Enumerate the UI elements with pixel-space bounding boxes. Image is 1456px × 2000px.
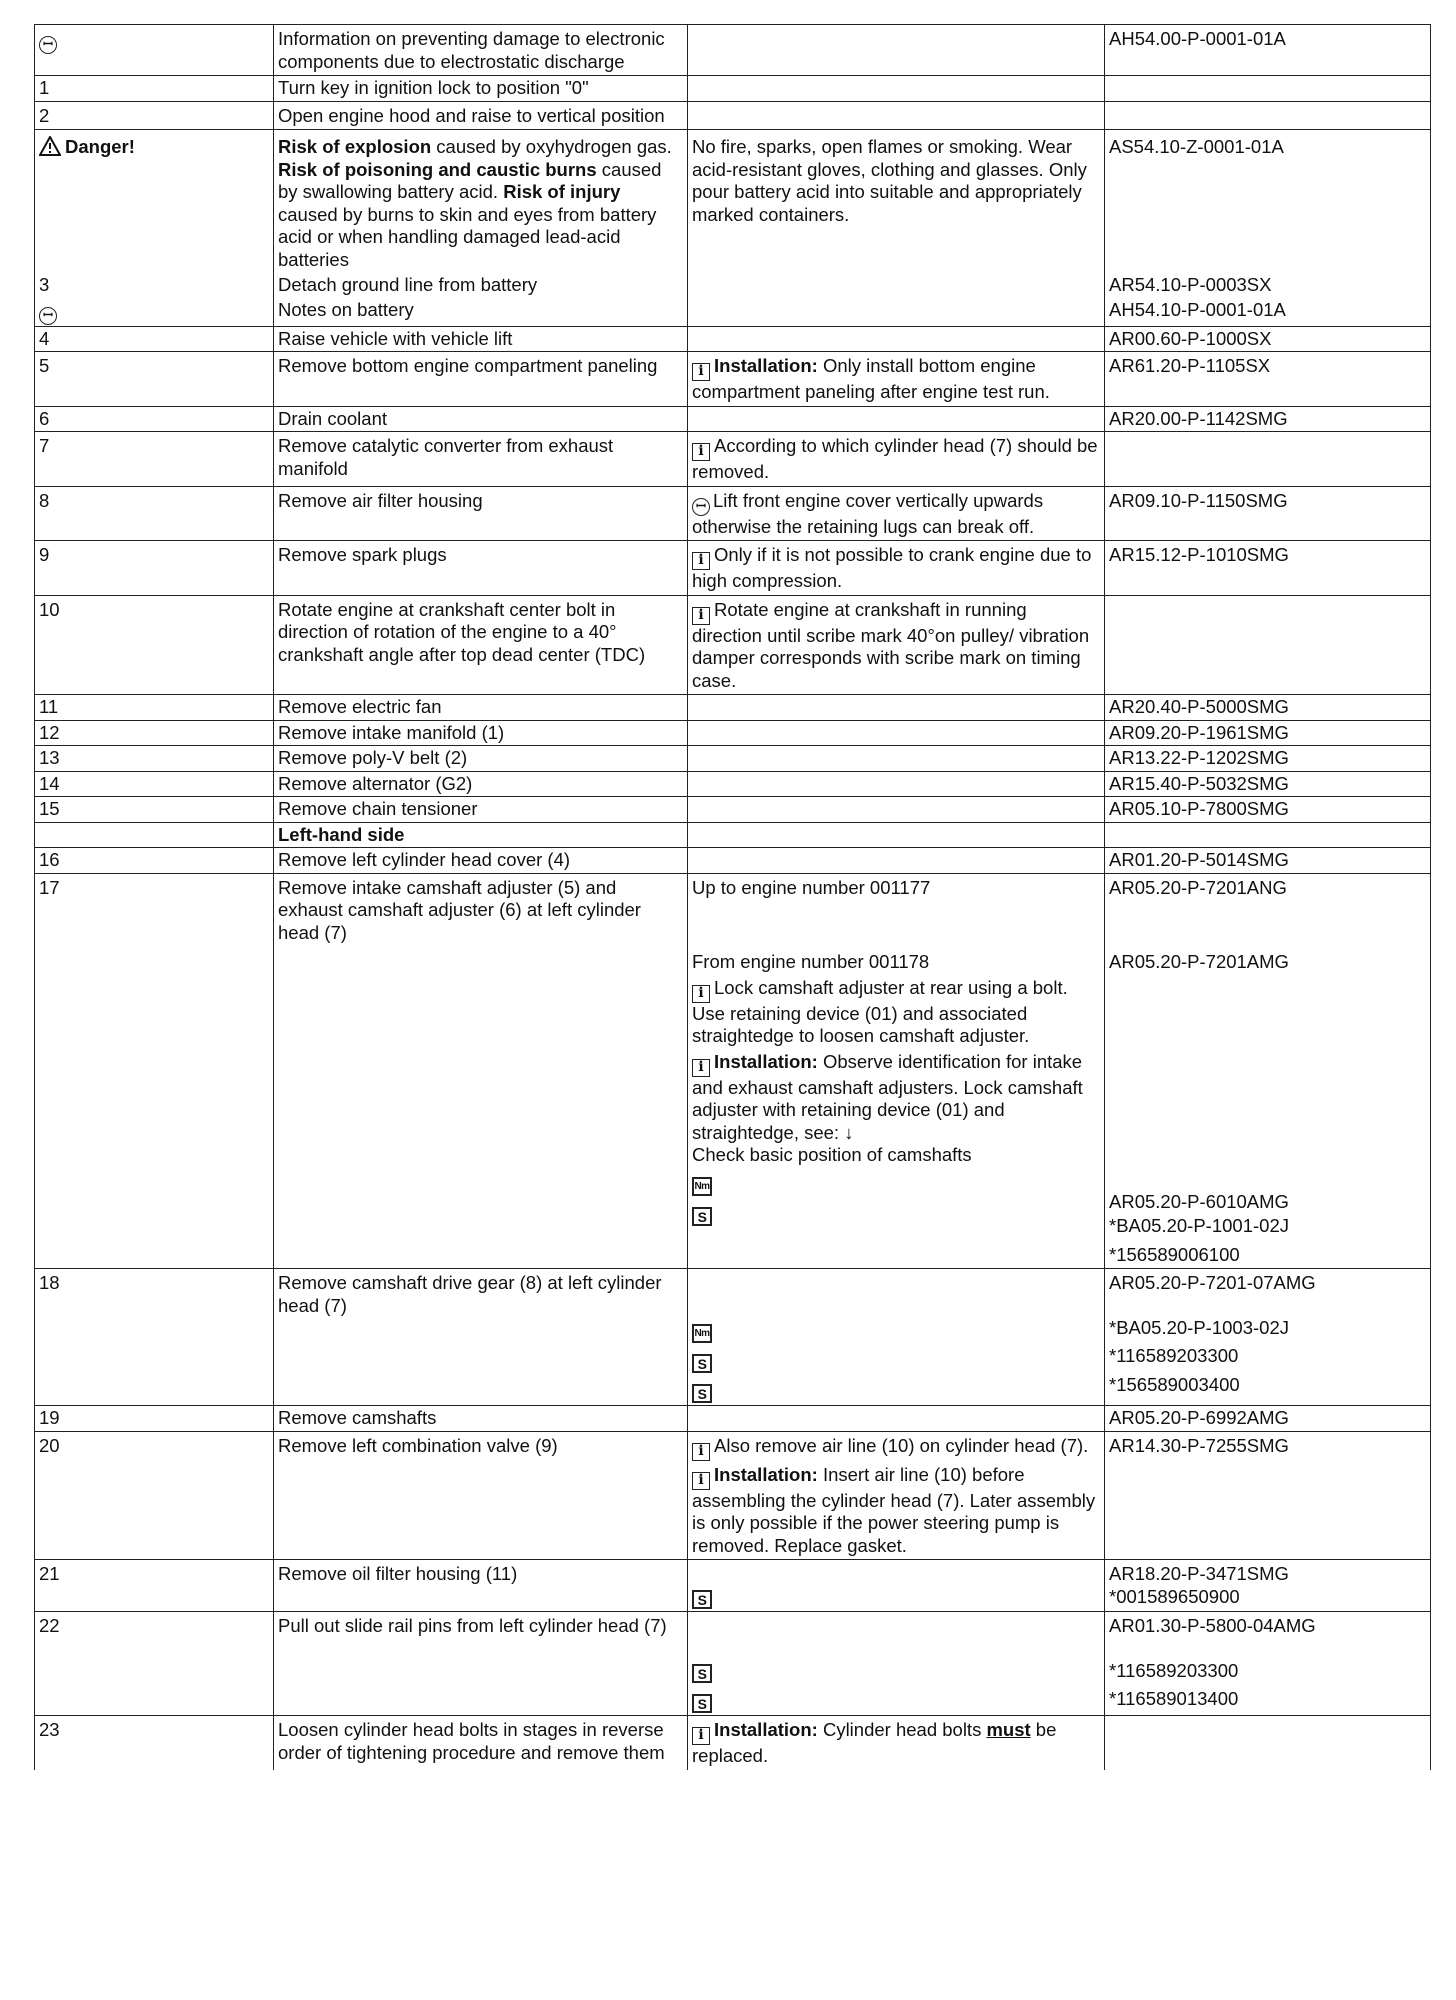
- reference-link[interactable]: AR05.20-P-6992AMG: [1105, 1406, 1431, 1432]
- step-action: Detach ground line from battery: [274, 273, 688, 298]
- step-number: 13: [35, 746, 274, 772]
- info-icon: i: [692, 1443, 710, 1461]
- warning-triangle-icon: [39, 136, 61, 162]
- reference-link[interactable]: AR05.20-P-7201-07AMG: [1109, 1272, 1316, 1293]
- special-tool-icon: S: [692, 1694, 712, 1713]
- step-number: 23: [35, 1716, 274, 1770]
- step-action: Remove chain tensioner: [274, 797, 688, 823]
- reference-link[interactable]: AR15.12-P-1010SMG: [1105, 541, 1431, 596]
- reference-link[interactable]: AR05.20-P-7201ANG: [1109, 876, 1287, 898]
- table-row: [35, 720, 1431, 746]
- danger-label: Danger!: [65, 136, 135, 157]
- table-row: [35, 848, 1431, 874]
- info-icon: i: [692, 363, 710, 381]
- procedure-table: [34, 24, 1431, 1770]
- step-note: i Only if it is not possible to crank engine due to high compression.: [688, 541, 1105, 596]
- step-action: Remove intake camshaft adjuster (5) and exhaust camshaft adjuster (6) at left cylinder head (7): [274, 873, 688, 1269]
- step-number: 22: [35, 1612, 274, 1716]
- reference-link[interactable]: AR13.22-P-1202SMG: [1105, 746, 1431, 772]
- step-action: Open engine hood and raise to vertical position: [274, 101, 688, 130]
- step-action: Remove camshaft drive gear (8) at left cylinder head (7): [274, 1269, 688, 1406]
- step-action: Rotate engine at crankshaft center bolt in direction of rotation of the engine to a 40° crankshaft angle after top dead center (TDC): [274, 595, 688, 695]
- reference-link[interactable]: AR20.40-P-5000SMG: [1105, 695, 1431, 721]
- step-number: 12: [35, 720, 274, 746]
- step-action: Remove bottom engine compartment paneling: [274, 352, 688, 407]
- table-row: [35, 25, 1431, 76]
- table-row: [35, 541, 1431, 596]
- reference-link[interactable]: AR09.10-P-1150SMG: [1105, 486, 1431, 541]
- esd-notice-icon: ꟷ: [39, 307, 57, 325]
- step-action: Remove oil filter housing (11): [274, 1560, 688, 1612]
- esd-notice-icon: ꟷ: [39, 36, 57, 54]
- repair-instructions-page: [34, 24, 1430, 1974]
- reference-link[interactable]: AR01.20-P-5014SMG: [1105, 848, 1431, 874]
- special-tool-icon: S: [692, 1207, 712, 1226]
- step-number: 3: [35, 273, 274, 298]
- step-action: Raise vehicle with vehicle lift: [274, 326, 688, 352]
- step-number: 7: [35, 432, 274, 487]
- step-number: 1: [35, 76, 274, 102]
- step-number: 8: [35, 486, 274, 541]
- table-row: [35, 326, 1431, 352]
- step-number: 10: [35, 595, 274, 695]
- step-action: Remove camshafts: [274, 1406, 688, 1432]
- table-row: [35, 1406, 1431, 1432]
- reference-link[interactable]: AR14.30-P-7255SMG: [1105, 1431, 1431, 1560]
- reference-link[interactable]: AR61.20-P-1105SX: [1105, 352, 1431, 407]
- danger-text: Risk of explosion caused by oxyhydrogen gas. Risk of poisoning and caustic burns caused by swallowing battery acid. Risk of injury caused by burns to skin and eyes from battery acid or when handling damaged lead-acid batteries: [274, 130, 688, 274]
- table-row: [35, 352, 1431, 407]
- esd-notice-icon: ꟷ: [692, 498, 710, 516]
- section-row: [35, 822, 1431, 848]
- table-row: [35, 298, 1431, 327]
- danger-note: No fire, sparks, open flames or smoking. Wear acid-resistant gloves, clothing and glasses. Only pour battery acid into suitable and appropriately marked containers.: [688, 130, 1105, 274]
- reference-link[interactable]: AR54.10-P-0003SX: [1105, 273, 1431, 298]
- step-note: i Rotate engine at crankshaft in running direction until scribe mark 40°on pulley/ vibration damper corresponds with scribe mark on timing case.: [688, 595, 1105, 695]
- table-row: [35, 101, 1431, 130]
- table-row: [35, 1716, 1431, 1770]
- step-number: 17: [35, 873, 274, 1269]
- step-number: 11: [35, 695, 274, 721]
- step-action: Remove electric fan: [274, 695, 688, 721]
- step-action: Remove poly-V belt (2): [274, 746, 688, 772]
- step-number: 2: [35, 101, 274, 130]
- reference-link[interactable]: AR15.40-P-5032SMG: [1105, 771, 1431, 797]
- step-action: Remove alternator (G2): [274, 771, 688, 797]
- reference-link[interactable]: *116589203300: [1109, 1345, 1239, 1366]
- special-tool-icon: S: [692, 1354, 712, 1373]
- reference-link[interactable]: *001589650900: [1109, 1585, 1240, 1607]
- table-row: [35, 1560, 1431, 1612]
- reference-link[interactable]: *156589006100: [1109, 1243, 1240, 1265]
- step-action: Remove catalytic converter from exhaust manifold: [274, 432, 688, 487]
- reference-list: [1105, 873, 1431, 1269]
- step-number: 15: [35, 797, 274, 823]
- step-action: Notes on battery: [274, 298, 688, 327]
- info-icon: i: [692, 1727, 710, 1745]
- reference-link[interactable]: AR09.20-P-1961SMG: [1105, 720, 1431, 746]
- info-icon: i: [692, 1059, 710, 1077]
- special-tool-icon: S: [692, 1664, 712, 1683]
- table-row: [35, 1612, 1431, 1716]
- reference-link[interactable]: AR05.20-P-7201AMG: [1109, 951, 1289, 972]
- step-number: 21: [35, 1560, 274, 1612]
- step-number: 6: [35, 406, 274, 432]
- reference-link[interactable]: AR18.20-P-3471SMG: [1109, 1563, 1289, 1584]
- table-row: [35, 695, 1431, 721]
- step-number: 18: [35, 1269, 274, 1406]
- step-action: Pull out slide rail pins from left cylinder head (7): [274, 1612, 688, 1716]
- step-action: Remove spark plugs: [274, 541, 688, 596]
- reference-link[interactable]: AH54.00-P-0001-01A: [1105, 25, 1431, 76]
- step-number: 5: [35, 352, 274, 407]
- step-action: Remove air filter housing: [274, 486, 688, 541]
- reference-link[interactable]: *156589003400: [1109, 1373, 1240, 1395]
- section-title: Left-hand side: [278, 823, 405, 845]
- reference-link[interactable]: *BA05.20-P-1001-02J: [1109, 1215, 1289, 1236]
- step-action: Loosen cylinder head bolts in stages in reverse order of tightening procedure and remove them: [274, 1716, 688, 1770]
- step-note: ꟷ Lift front engine cover vertically upwards otherwise the retaining lugs can break off.: [688, 486, 1105, 541]
- reference-link[interactable]: AR00.60-P-1000SX: [1105, 326, 1431, 352]
- reference-list: [1105, 1560, 1431, 1612]
- step-number: 20: [35, 1431, 274, 1560]
- torque-icon: Nm: [692, 1177, 712, 1196]
- table-row: [35, 797, 1431, 823]
- step-action: Remove left cylinder head cover (4): [274, 848, 688, 874]
- table-row: [35, 595, 1431, 695]
- reference-list: [1105, 1612, 1431, 1716]
- step-action: Turn key in ignition lock to position "0": [274, 76, 688, 102]
- table-row: [35, 432, 1431, 487]
- reference-link[interactable]: AR05.20-P-6010AMG: [1109, 1190, 1289, 1212]
- table-row: [35, 273, 1431, 298]
- reference-link[interactable]: AR01.30-P-5800-04AMG: [1109, 1615, 1316, 1636]
- step-note: [688, 1269, 1105, 1406]
- special-tool-icon: S: [692, 1384, 712, 1403]
- step-action: Drain coolant: [274, 406, 688, 432]
- reference-link[interactable]: AR20.00-P-1142SMG: [1105, 406, 1431, 432]
- reference-link[interactable]: *116589203300: [1109, 1659, 1239, 1681]
- table-row: [35, 76, 1431, 102]
- step-note: i Installation: Only install bottom engine compartment paneling after engine test run.: [688, 352, 1105, 407]
- table-row: [35, 873, 1431, 1269]
- step-number: 16: [35, 848, 274, 874]
- reference-link[interactable]: AH54.10-P-0001-01A: [1105, 298, 1431, 327]
- info-icon: i: [692, 1472, 710, 1490]
- step-note: i According to which cylinder head (7) should be removed.: [688, 432, 1105, 487]
- step-number: 19: [35, 1406, 274, 1432]
- reference-list: [1105, 1269, 1431, 1406]
- table-row: [35, 746, 1431, 772]
- reference-link[interactable]: AS54.10-Z-0001-01A: [1105, 130, 1431, 274]
- step-number: 14: [35, 771, 274, 797]
- reference-link[interactable]: *BA05.20-P-1003-02J: [1109, 1316, 1289, 1338]
- info-icon: i: [692, 607, 710, 625]
- info-icon: i: [692, 985, 710, 1003]
- table-row: [35, 771, 1431, 797]
- info-icon: i: [692, 443, 710, 461]
- table-row: [35, 1431, 1431, 1560]
- step-action: Information on preventing damage to electronic components due to electrostatic discharge: [274, 25, 688, 76]
- step-note: [688, 1612, 1105, 1716]
- table-row: [35, 1269, 1431, 1406]
- reference-link[interactable]: AR05.10-P-7800SMG: [1105, 797, 1431, 823]
- reference-link[interactable]: *116589013400: [1109, 1688, 1239, 1709]
- special-tool-icon: S: [692, 1590, 712, 1609]
- torque-icon: Nm: [692, 1324, 712, 1343]
- table-row: [35, 406, 1431, 432]
- step-note: [688, 1560, 1105, 1612]
- step-number: 9: [35, 541, 274, 596]
- info-icon: i: [692, 552, 710, 570]
- step-action: Remove left combination valve (9): [274, 1431, 688, 1560]
- step-note: i Installation: Cylinder head bolts must be replaced.: [688, 1716, 1105, 1770]
- step-note: Up to engine number 001177 From engine number 001178 i Lock camshaft adjuster at rear using a bolt. Use retaining device (01) and associated straightedge to loosen camshaft adjuster. i Installation: Observe identification for intake and exhaust camshaft adjusters. Lock camshaft adjuster with retaining device (01) and straightedge, see: ↓ Check basic position of camshafts Nm S: [688, 873, 1105, 1269]
- step-number: 4: [35, 326, 274, 352]
- table-row: [35, 486, 1431, 541]
- table-row: [35, 130, 1431, 274]
- step-note: i Also remove air line (10) on cylinder head (7). i Installation: Insert air line (10) before assembling the cylinder head (7). Later assembly is only possible if the power steering pump is removed. Replace gasket.: [688, 1431, 1105, 1560]
- step-action: Remove intake manifold (1): [274, 720, 688, 746]
